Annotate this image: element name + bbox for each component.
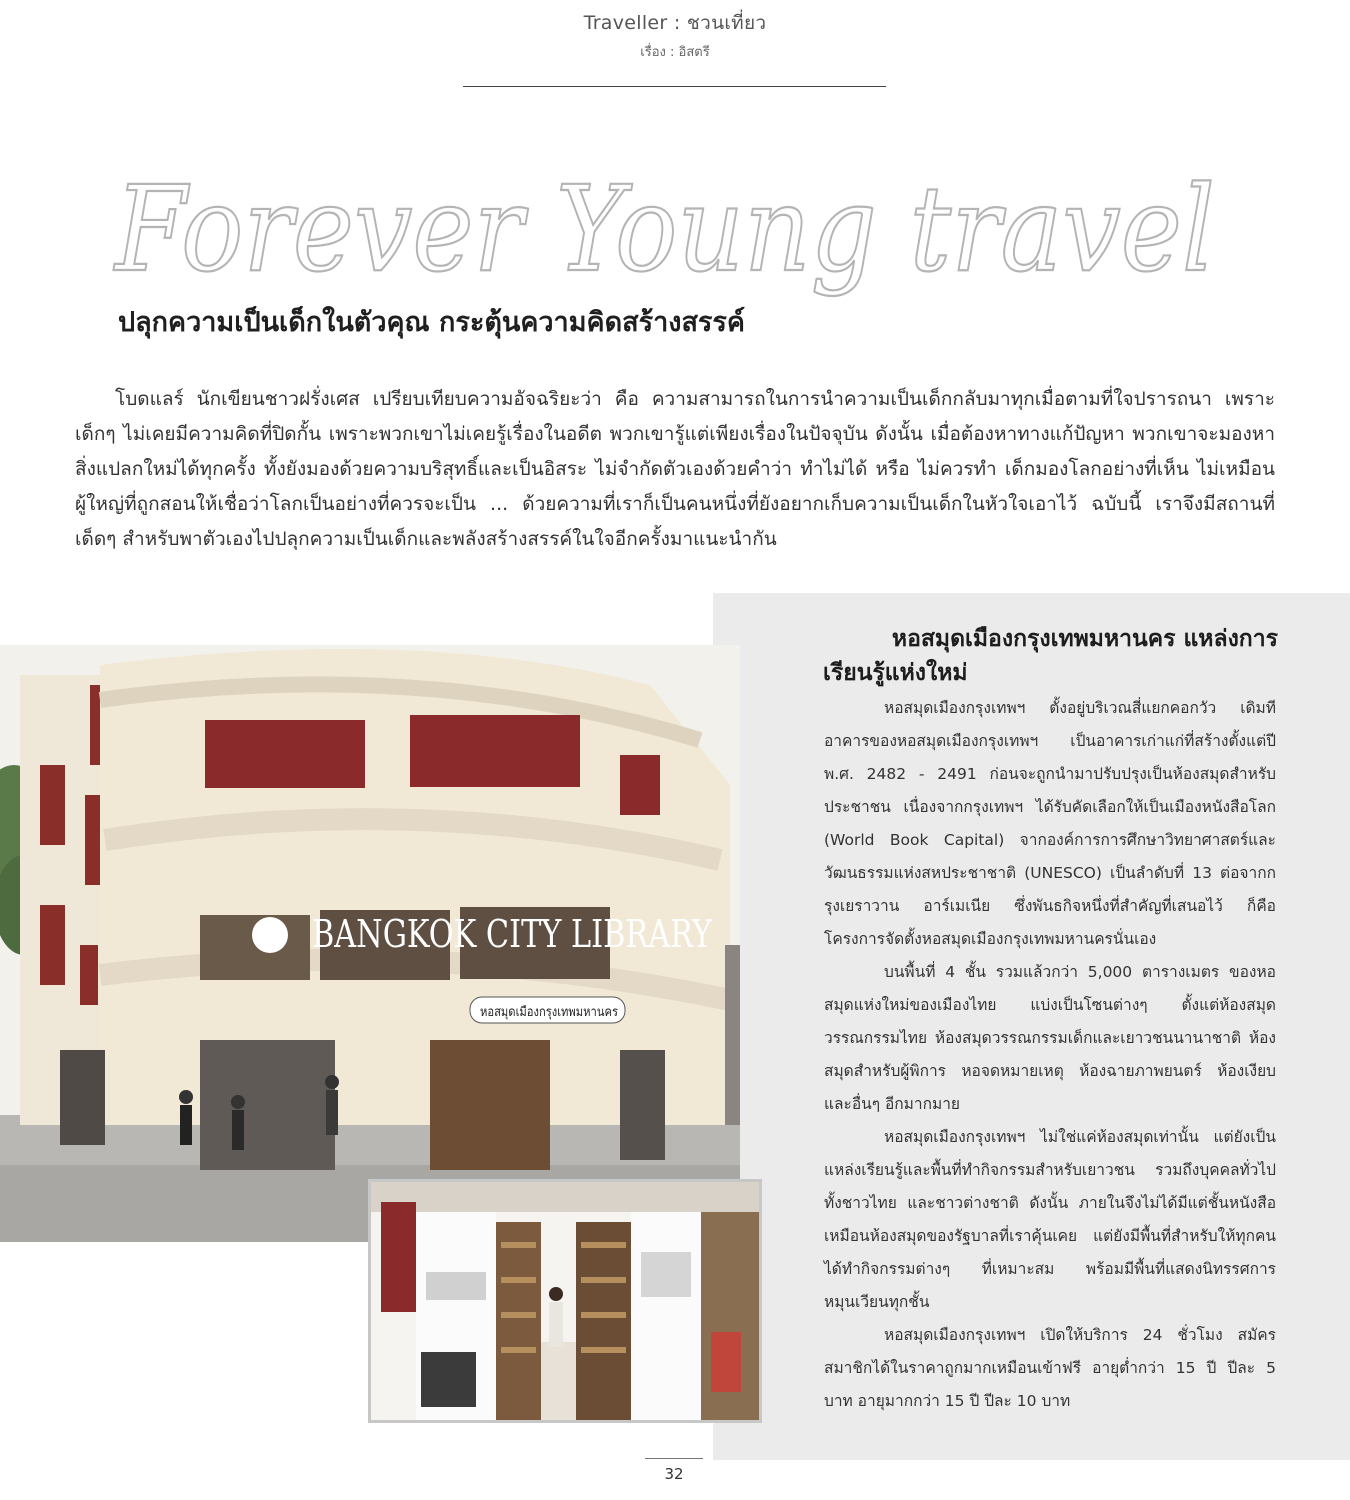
script-title-text: Forever Young travel bbox=[113, 160, 1216, 298]
header-divider bbox=[463, 86, 886, 87]
library-thai-sign: หอสมุดเมืองกรุงเทพมหานคร bbox=[480, 1005, 641, 1020]
intro-paragraph: โบดแลร์ นักเขียนชาวฝรั่งเศส เปรียบเทียบความอัจฉริยะว่า คือ ความสามารถในการนำความเป็นเด็กกลับมาทุกเมื่อตามที่ใจปรารถนา เพราะเด็กๆ ไม่เคยมีความคิดที่ปิดกั้น เพราะพวกเขาไม่เคยรู้เรื่องในอดีต พวกเขารู้แต่เพียงเรื่องในปัจจุบัน ดังนั้น เมื่อต้องหาทางแก้ปัญหา พวกเขาจะมองหาสิ่งแปลกใหม่ได้ทุกครั้ง ทั้งยังมองด้วยความบริสุทธิ์และเป็นอิสระ ไม่จำกัดตัวเองด้วยคำว่า ทำไม่ได้ หรือ ไม่ควรทำ เด็กมองโลกอย่างที่เห็น ไม่เหมือนผู้ใหญ่ที่ถูกสอนให้เชื่อว่าโลกเป็นอย่างที่ควรจะเป็น ... ด้วยความที่เราก็เป็นคนหนึ่งที่ยังอยากเก็บความเป็นเด็กในหัวใจเอาไว้ ฉบับนี้ เราจึงมีสถานที่เด็ดๆ สำหรับพาตัวเองไปปลุกความเป็นเด็กและพลังสร้างสรรค์ในใจอีกครั้งมาแนะนำกัน bbox=[75, 388, 1275, 550]
article-paragraph: หอสมุดเมืองกรุงเทพฯ ไม่ใช่แค่ห้องสมุดเท่านั้น แต่ยังเป็นแหล่งเรียนรู้และพื้นที่ทำกิจกรรมสำหรับเยาวชน รวมถึงบุคคลทั่วไปทั้งชาวไทย และชาวต่างชาติ ดังนั้น ภายในจึงไม่ได้มีแต่ชั้นหนังสือเหมือนห้องสมุดของรัฐบาลที่เราคุ้นเคย แต่ยังมีพื้นที่สำหรับให้ทุกคนได้ทำกิจกรรมต่างๆ ที่เหมาะสม พร้อมมีพื้นที่แสดงนิทรรศการหมุนเวียนทุกชั้น bbox=[824, 1128, 1276, 1311]
byline: เรื่อง : อิสตรี bbox=[640, 45, 710, 60]
library-exterior-photo bbox=[0, 645, 740, 1242]
article-body bbox=[824, 692, 1276, 1418]
article-title bbox=[823, 622, 1278, 690]
subtitle: ปลุกความเป็นเด็กในตัวคุณ กระตุ้นความคิดสร้างสรรค์ bbox=[118, 307, 745, 338]
article-paragraph: บนพื้นที่ 4 ชั้น รวมแล้วกว่า 5,000 ตารางเมตร ของหอสมุดแห่งใหม่ของเมืองไทย แบ่งเป็นโซนต่างๆ ตั้งแต่ห้องสมุดวรรณกรรมไทย ห้องสมุดวรรณกรรมเด็กและเยาวชนนานาชาติ ห้องสมุดสำหรับผู้พิการ หอจดหมายเหตุ ห้องฉายภาพยนตร์ ห้องเงียบ และอื่นๆ อีกมากมาย bbox=[824, 963, 1276, 1113]
page-number: 32 bbox=[664, 1465, 684, 1483]
article-title-line1: หอสมุดเมืองกรุงเทพมหานคร แหล่งการ bbox=[891, 626, 1278, 652]
footer-divider bbox=[645, 1458, 703, 1459]
article-paragraph: หอสมุดเมืองกรุงเทพฯ เปิดให้บริการ 24 ชั่วโมง สมัครสมาชิกได้ในราคาถูกมากเหมือนเข้าฟรี อายุต่ำกว่า 15 ปี ปีละ 5 บาท อายุมากกว่า 15 ปี ปีละ 10 บาท bbox=[824, 1326, 1276, 1410]
article-title-line2: เรียนรู้แห่งใหม่ bbox=[823, 660, 968, 686]
library-interior-photo bbox=[368, 1179, 762, 1423]
article-paragraph: หอสมุดเมืองกรุงเทพฯ ตั้งอยู่บริเวณสี่แยกคอกวัว เดิมทีอาคารของหอสมุดเมืองกรุงเทพฯ เป็นอาคารเก่าแก่ที่สร้างตั้งแต่ปี พ.ศ. 2482 - 2491 ก่อนจะถูกนำมาปรับปรุงเป็นห้องสมุดสำหรับประชาชน เนื่องจากกรุงเทพฯ ได้รับคัดเลือกให้เป็นเมืองหนังสือโลก (World Book Capital) จากองค์การการศึกษาวิทยาศาสตร์และวัฒนธรรมแห่งสหประชาชาติ (UNESCO) เป็นลำดับที่ 13 ต่อจากกรุงเยราวาน อาร์เมเนีย ซึ่งพันธกิจหนึ่งที่สำคัญที่เสนอไว้ ก็คือ โครงการจัดตั้งหอสมุดเมืองกรุงเทพมหานครนั่นเอง bbox=[824, 699, 1276, 948]
library-sign-text: BANGKOK CITY LIBRARY bbox=[312, 912, 713, 956]
section-label: Traveller : ชวนเที่ยว bbox=[583, 12, 767, 34]
